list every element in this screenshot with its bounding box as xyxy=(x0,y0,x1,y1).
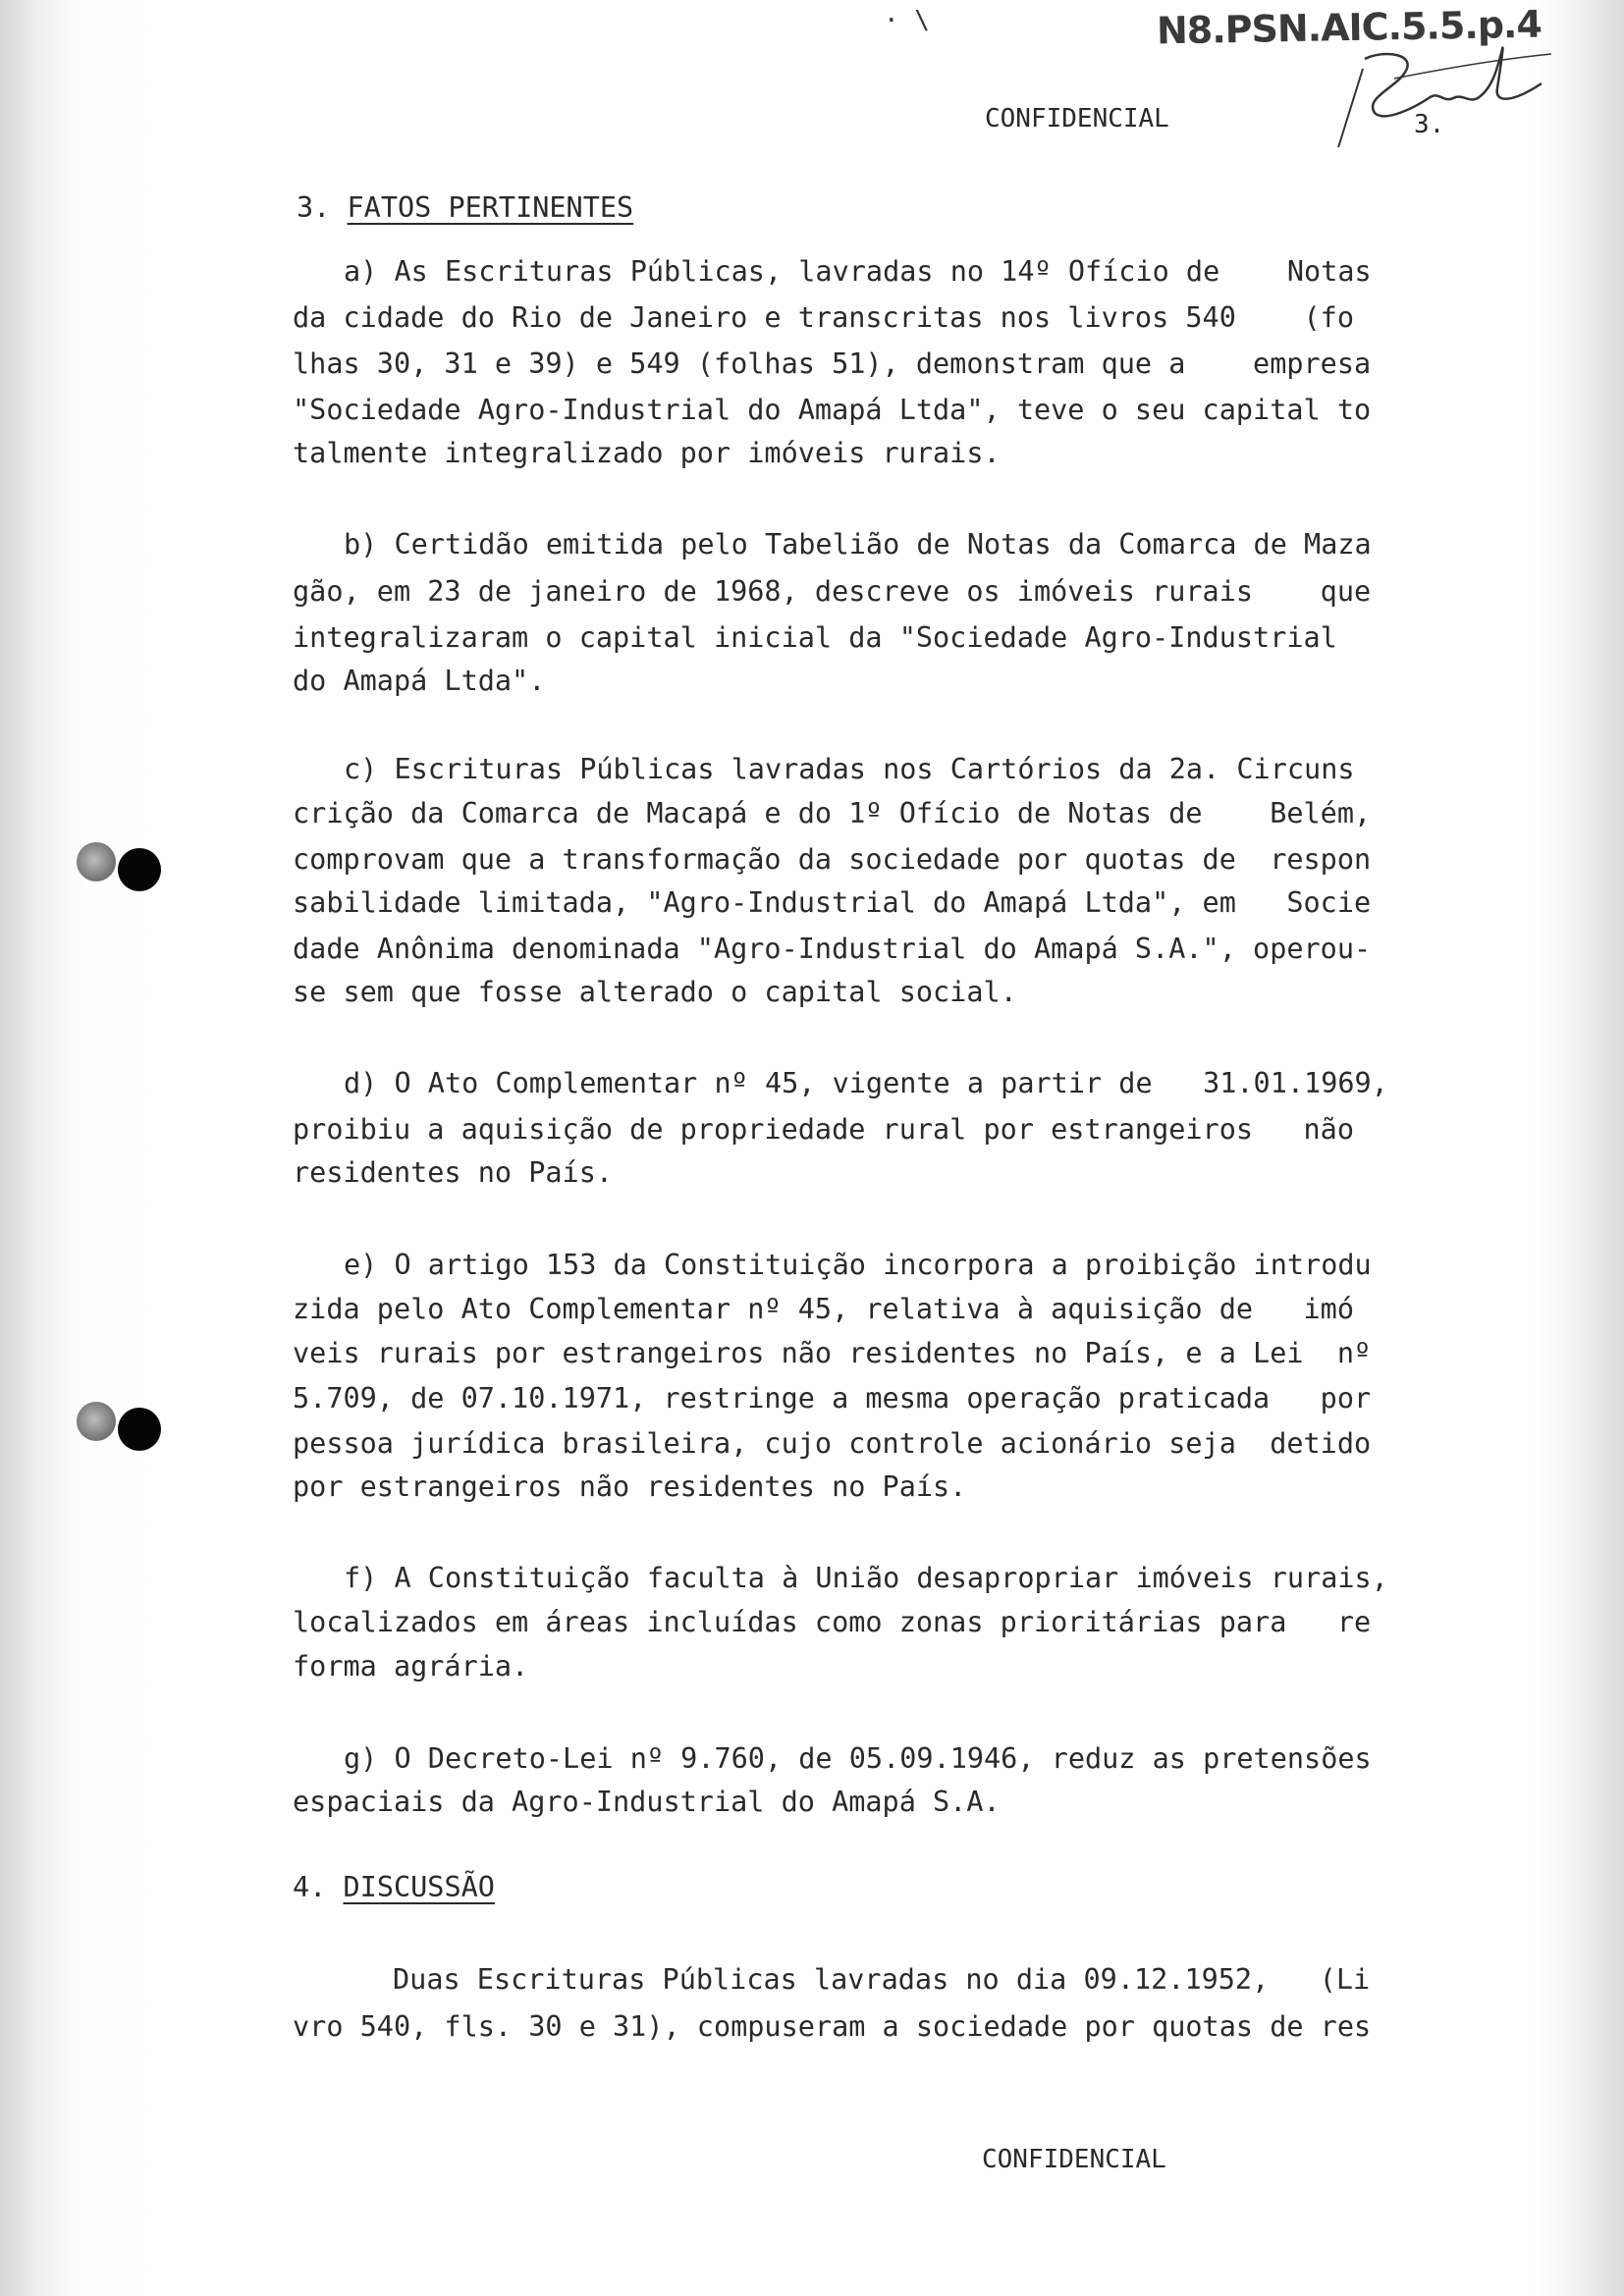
discussion-line-2: vro 540, fls. 30 e 31), compuseram a sociedade por quotas de res xyxy=(293,2010,1372,2043)
para-e-line-2: zida pelo Ato Complementar nº 45, relativa à aquisição de imó xyxy=(293,1293,1354,1325)
para-f-line-3: forma agrária. xyxy=(293,1650,529,1682)
para-c-line-5: dade Anônima denominada "Agro-Industrial do Amapá S.A.", operou- xyxy=(293,933,1372,965)
para-c-line-2: crição da Comarca de Macapá e do 1º Ofício de Notas de Belém, xyxy=(293,797,1372,829)
section-4-title: DISCUSSÃO xyxy=(343,1871,495,1903)
para-a-line-4: "Sociedade Agro-Industrial do Amapá Ltda", teve o seu capital to xyxy=(293,394,1372,426)
section-3-number: 3. xyxy=(297,191,331,224)
section-4-heading xyxy=(293,1871,495,1903)
para-a-line-2: da cidade do Rio de Janeiro e transcritas nos livros 540 (fo xyxy=(293,301,1354,334)
para-f-line-1: f) A Constituição faculta à União desapropriar imóveis rurais, xyxy=(344,1562,1388,1594)
section-3-title: FATOS PERTINENTES xyxy=(347,191,634,224)
para-d-line-1: d) O Ato Complementar nº 45, vigente a partir de 31.01.1969, xyxy=(344,1067,1388,1099)
para-c-line-3: comprovam que a transformação da sociedade por quotas de respon xyxy=(293,843,1372,876)
para-e-line-1: e) O artigo 153 da Constituição incorpora a proibição introdu xyxy=(344,1249,1372,1281)
para-e-line-3: veis rurais por estrangeiros não residentes no País, e a Lei nº xyxy=(293,1337,1372,1369)
para-d-line-2: proibiu a aquisição de propriedade rural por estrangeiros não xyxy=(293,1113,1354,1146)
punch-hole-ring-top xyxy=(77,842,116,881)
para-a-line-3: lhas 30, 31 e 39) e 549 (folhas 51), demonstram que a empresa xyxy=(293,347,1372,380)
punch-hole-ring-bottom xyxy=(77,1402,116,1441)
header-confidential-label: CONFIDENCIAL xyxy=(985,104,1169,133)
para-b-line-4: do Amapá Ltda". xyxy=(293,665,546,697)
punch-hole-top xyxy=(118,848,161,891)
footer-confidential-label: CONFIDENCIAL xyxy=(982,2145,1166,2174)
punch-hole-bottom xyxy=(118,1408,161,1451)
handwritten-signature xyxy=(1247,29,1561,147)
para-e-line-6: por estrangeiros não residentes no País. xyxy=(293,1470,967,1503)
para-c-line-6: se sem que fosse alterado o capital social. xyxy=(293,976,1017,1008)
section-4-number: 4. xyxy=(293,1871,327,1903)
para-b-line-2: gão, em 23 de janeiro de 1968, descreve os imóveis rurais que xyxy=(293,575,1372,608)
para-g-line-1: g) O Decreto-Lei nº 9.760, de 05.09.1946, reduz as pretensões xyxy=(344,1742,1372,1775)
section-3-heading xyxy=(297,191,634,224)
para-a-line-1: a) As Escrituras Públicas, lavradas no 14º Ofício de Notas xyxy=(344,255,1372,288)
para-g-line-2: espaciais da Agro-Industrial do Amapá S.A. xyxy=(293,1786,1001,1818)
para-f-line-2: localizados em áreas incluídas como zonas prioritárias para re xyxy=(293,1606,1372,1638)
page-number: 3. xyxy=(1414,110,1445,139)
scan-marks: · \ xyxy=(884,6,930,35)
archive-reference-stamp: N8.PSN.AIC.5.5.p.4 xyxy=(1156,2,1543,53)
para-d-line-3: residentes no País. xyxy=(293,1156,614,1189)
scan-left-shadow xyxy=(0,0,69,2296)
para-a-line-5: talmente integralizado por imóveis rurais. xyxy=(293,437,1001,469)
para-c-line-1: c) Escrituras Públicas lavradas nos Cartórios da 2a. Circuns xyxy=(344,753,1355,785)
para-b-line-3: integralizaram o capital inicial da "Sociedade Agro-Industrial xyxy=(293,621,1337,654)
para-e-line-4: 5.709, de 07.10.1971, restringe a mesma operação praticada por xyxy=(293,1382,1372,1415)
para-b-line-1: b) Certidão emitida pelo Tabelião de Notas da Comarca de Maza xyxy=(344,528,1372,561)
discussion-line-1: Duas Escrituras Públicas lavradas no dia 09.12.1952, (Li xyxy=(393,1963,1371,1996)
para-e-line-5: pessoa jurídica brasileira, cujo controle acionário seja detido xyxy=(293,1427,1372,1460)
para-c-line-4: sabilidade limitada, "Agro-Industrial do Amapá Ltda", em Socie xyxy=(293,886,1372,919)
scan-right-shadow xyxy=(1565,0,1624,2296)
